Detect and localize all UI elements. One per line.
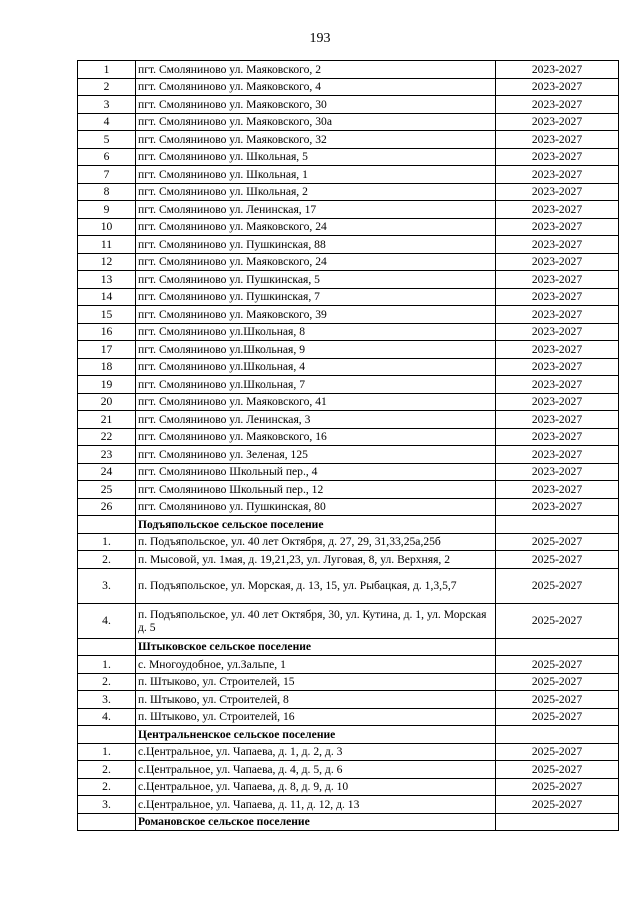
row-address: п. Мысовой, ул. 1мая, д. 19,21,23, ул. Луговая, 8, ул. Верхняя, 2 bbox=[136, 551, 496, 569]
row-address: п. Штыково, ул. Строителей, 16 bbox=[136, 708, 496, 726]
page-number: 193 bbox=[309, 31, 331, 46]
row-number: 17 bbox=[78, 341, 136, 359]
table-row bbox=[78, 61, 619, 79]
row-years: 2025-2027 bbox=[496, 778, 619, 796]
row-years: 2023-2027 bbox=[496, 341, 619, 359]
row-number: 6 bbox=[78, 148, 136, 166]
row-years: 2023-2027 bbox=[496, 376, 619, 394]
row-address: пгт. Смоляниново Школьный пер., 4 bbox=[136, 463, 496, 481]
row-number: 3 bbox=[78, 96, 136, 114]
table-row bbox=[78, 796, 619, 814]
row-address: пгт. Смоляниново ул.Школьная, 9 bbox=[136, 341, 496, 359]
row-years: 2025-2027 bbox=[496, 708, 619, 726]
row-address: пгт. Смоляниново ул. Маяковского, 30а bbox=[136, 113, 496, 131]
row-number: 2. bbox=[78, 551, 136, 569]
row-number: 14 bbox=[78, 288, 136, 306]
table-row bbox=[78, 761, 619, 779]
row-years: 2025-2027 bbox=[496, 568, 619, 603]
table-row bbox=[78, 376, 619, 394]
row-address: пгт. Смоляниново ул. Маяковского, 24 bbox=[136, 218, 496, 236]
table-row bbox=[78, 743, 619, 761]
row-address: пгт. Смоляниново ул. Маяковского, 2 bbox=[136, 61, 496, 79]
section-num-cell bbox=[78, 516, 136, 534]
table-row bbox=[78, 148, 619, 166]
table-row bbox=[78, 708, 619, 726]
table-row bbox=[78, 78, 619, 96]
row-years: 2023-2027 bbox=[496, 236, 619, 254]
row-address: пгт. Смоляниново ул. Маяковского, 4 bbox=[136, 78, 496, 96]
row-number: 8 bbox=[78, 183, 136, 201]
section-years-cell bbox=[496, 516, 619, 534]
table-row bbox=[78, 253, 619, 271]
row-address: пгт. Смоляниново ул. Ленинская, 17 bbox=[136, 201, 496, 219]
section-header-row bbox=[78, 516, 619, 534]
row-address: с.Центральное, ул. Чапаева, д. 4, д. 5, д. 6 bbox=[136, 761, 496, 779]
section-num-cell bbox=[78, 813, 136, 831]
section-num-cell bbox=[78, 638, 136, 656]
table-row bbox=[78, 288, 619, 306]
row-years: 2023-2027 bbox=[496, 201, 619, 219]
row-address: пгт. Смоляниново ул. Маяковского, 41 bbox=[136, 393, 496, 411]
row-number: 4. bbox=[78, 603, 136, 638]
row-address: пгт. Смоляниново ул. Школьная, 2 bbox=[136, 183, 496, 201]
row-number: 23 bbox=[78, 446, 136, 464]
row-address: пгт. Смоляниново ул. Зеленая, 125 bbox=[136, 446, 496, 464]
row-number: 9 bbox=[78, 201, 136, 219]
row-number: 3. bbox=[78, 568, 136, 603]
row-years: 2023-2027 bbox=[496, 411, 619, 429]
row-years: 2023-2027 bbox=[496, 218, 619, 236]
row-years: 2023-2027 bbox=[496, 271, 619, 289]
housing-schedule-table bbox=[77, 60, 619, 831]
row-address: пгт. Смоляниново ул. Пушкинская, 80 bbox=[136, 498, 496, 516]
table-row bbox=[78, 183, 619, 201]
row-address: с. Многоудобное, ул.Зальпе, 1 bbox=[136, 656, 496, 674]
row-address: пгт. Смоляниново ул. Маяковского, 39 bbox=[136, 306, 496, 324]
table-row bbox=[78, 603, 619, 638]
row-number: 1. bbox=[78, 533, 136, 551]
row-number: 25 bbox=[78, 481, 136, 499]
row-address: пгт. Смоляниново ул. Пушкинская, 5 bbox=[136, 271, 496, 289]
row-number: 2. bbox=[78, 778, 136, 796]
row-years: 2023-2027 bbox=[496, 166, 619, 184]
table-row bbox=[78, 656, 619, 674]
row-number: 22 bbox=[78, 428, 136, 446]
table-row bbox=[78, 358, 619, 376]
row-number: 11 bbox=[78, 236, 136, 254]
section-num-cell bbox=[78, 726, 136, 744]
row-years: 2025-2027 bbox=[496, 656, 619, 674]
row-address: пгт. Смоляниново ул. Маяковского, 16 bbox=[136, 428, 496, 446]
row-number: 7 bbox=[78, 166, 136, 184]
row-address: п. Подъяпольское, ул. 40 лет Октября, д. 27, 29, 31,33,25а,25б bbox=[136, 533, 496, 551]
row-number: 18 bbox=[78, 358, 136, 376]
row-years: 2023-2027 bbox=[496, 61, 619, 79]
row-address: пгт. Смоляниново ул. Школьная, 1 bbox=[136, 166, 496, 184]
section-title: Романовское сельское поселение bbox=[136, 813, 496, 831]
row-years: 2025-2027 bbox=[496, 743, 619, 761]
row-number: 26 bbox=[78, 498, 136, 516]
table-row bbox=[78, 201, 619, 219]
row-years: 2025-2027 bbox=[496, 673, 619, 691]
row-years: 2025-2027 bbox=[496, 761, 619, 779]
table-row bbox=[78, 96, 619, 114]
row-number: 15 bbox=[78, 306, 136, 324]
row-address: с.Центральное, ул. Чапаева, д. 1, д. 2, д. 3 bbox=[136, 743, 496, 761]
row-years: 2025-2027 bbox=[496, 551, 619, 569]
table-row bbox=[78, 463, 619, 481]
row-address: пгт. Смоляниново ул.Школьная, 7 bbox=[136, 376, 496, 394]
section-years-cell bbox=[496, 638, 619, 656]
row-years: 2023-2027 bbox=[496, 358, 619, 376]
row-years: 2023-2027 bbox=[496, 428, 619, 446]
row-years: 2023-2027 bbox=[496, 131, 619, 149]
row-number: 10 bbox=[78, 218, 136, 236]
table-row bbox=[78, 533, 619, 551]
row-number: 21 bbox=[78, 411, 136, 429]
table-row bbox=[78, 568, 619, 603]
section-title: Центральненское сельское поселение bbox=[136, 726, 496, 744]
table-row bbox=[78, 498, 619, 516]
table-row bbox=[78, 481, 619, 499]
row-address: с.Центральное, ул. Чапаева, д. 11, д. 12, д. 13 bbox=[136, 796, 496, 814]
row-number: 2. bbox=[78, 673, 136, 691]
table-row bbox=[78, 446, 619, 464]
row-number: 12 bbox=[78, 253, 136, 271]
row-years: 2025-2027 bbox=[496, 533, 619, 551]
table-row bbox=[78, 271, 619, 289]
row-number: 19 bbox=[78, 376, 136, 394]
row-address: пгт. Смоляниново ул. Пушкинская, 7 bbox=[136, 288, 496, 306]
section-years-cell bbox=[496, 726, 619, 744]
row-address: п. Штыково, ул. Строителей, 8 bbox=[136, 691, 496, 709]
row-address: с.Центральное, ул. Чапаева, д. 8, д. 9, д. 10 bbox=[136, 778, 496, 796]
table-row bbox=[78, 113, 619, 131]
section-header-row bbox=[78, 638, 619, 656]
section-years-cell bbox=[496, 813, 619, 831]
row-address: пгт. Смоляниново ул. Маяковского, 24 bbox=[136, 253, 496, 271]
row-years: 2023-2027 bbox=[496, 183, 619, 201]
section-header-row bbox=[78, 726, 619, 744]
row-number: 13 bbox=[78, 271, 136, 289]
row-years: 2023-2027 bbox=[496, 306, 619, 324]
row-years: 2025-2027 bbox=[496, 603, 619, 638]
row-address: п. Подъяпольское, ул. Морская, д. 13, 15, ул. Рыбацкая, д. 1,3,5,7 bbox=[136, 568, 496, 603]
section-header-row bbox=[78, 813, 619, 831]
row-number: 1. bbox=[78, 656, 136, 674]
table-row bbox=[78, 323, 619, 341]
table-row bbox=[78, 236, 619, 254]
table-row bbox=[78, 428, 619, 446]
row-years: 2023-2027 bbox=[496, 96, 619, 114]
section-title: Подъяпольское сельское поселение bbox=[136, 516, 496, 534]
row-number: 20 bbox=[78, 393, 136, 411]
row-number: 16 bbox=[78, 323, 136, 341]
row-address: п. Подъяпольское, ул. 40 лет Октября, 30, ул. Кутина, д. 1, ул. Морская д. 5 bbox=[136, 603, 496, 638]
table-row bbox=[78, 551, 619, 569]
row-years: 2023-2027 bbox=[496, 481, 619, 499]
row-years: 2023-2027 bbox=[496, 446, 619, 464]
row-number: 1. bbox=[78, 743, 136, 761]
row-number: 2 bbox=[78, 78, 136, 96]
row-years: 2023-2027 bbox=[496, 463, 619, 481]
row-years: 2025-2027 bbox=[496, 691, 619, 709]
row-address: пгт. Смоляниново ул. Школьная, 5 bbox=[136, 148, 496, 166]
row-years: 2023-2027 bbox=[496, 113, 619, 131]
table-row bbox=[78, 131, 619, 149]
row-address: пгт. Смоляниново ул. Ленинская, 3 bbox=[136, 411, 496, 429]
table-row bbox=[78, 673, 619, 691]
row-address: пгт. Смоляниново ул. Маяковского, 30 bbox=[136, 96, 496, 114]
row-number: 3. bbox=[78, 691, 136, 709]
row-address: пгт. Смоляниново ул.Школьная, 4 bbox=[136, 358, 496, 376]
table-row bbox=[78, 393, 619, 411]
table-row bbox=[78, 691, 619, 709]
table-row bbox=[78, 411, 619, 429]
table-row bbox=[78, 166, 619, 184]
row-number: 3. bbox=[78, 796, 136, 814]
table-body bbox=[78, 61, 619, 831]
row-address: пгт. Смоляниново ул. Пушкинская, 88 bbox=[136, 236, 496, 254]
row-number: 4 bbox=[78, 113, 136, 131]
row-number: 1 bbox=[78, 61, 136, 79]
table-row bbox=[78, 778, 619, 796]
row-address: пгт. Смоляниново Школьный пер., 12 bbox=[136, 481, 496, 499]
row-address: пгт. Смоляниново ул.Школьная, 8 bbox=[136, 323, 496, 341]
table-row bbox=[78, 218, 619, 236]
row-number: 2. bbox=[78, 761, 136, 779]
row-number: 24 bbox=[78, 463, 136, 481]
row-years: 2023-2027 bbox=[496, 253, 619, 271]
row-address: пгт. Смоляниново ул. Маяковского, 32 bbox=[136, 131, 496, 149]
row-address: п. Штыково, ул. Строителей, 15 bbox=[136, 673, 496, 691]
row-years: 2023-2027 bbox=[496, 288, 619, 306]
row-years: 2023-2027 bbox=[496, 148, 619, 166]
row-number: 5 bbox=[78, 131, 136, 149]
row-years: 2023-2027 bbox=[496, 498, 619, 516]
row-years: 2023-2027 bbox=[496, 323, 619, 341]
table-row bbox=[78, 306, 619, 324]
row-years: 2025-2027 bbox=[496, 796, 619, 814]
table-row bbox=[78, 341, 619, 359]
row-years: 2023-2027 bbox=[496, 78, 619, 96]
row-years: 2023-2027 bbox=[496, 393, 619, 411]
row-number: 4. bbox=[78, 708, 136, 726]
section-title: Штыковское сельское поселение bbox=[136, 638, 496, 656]
